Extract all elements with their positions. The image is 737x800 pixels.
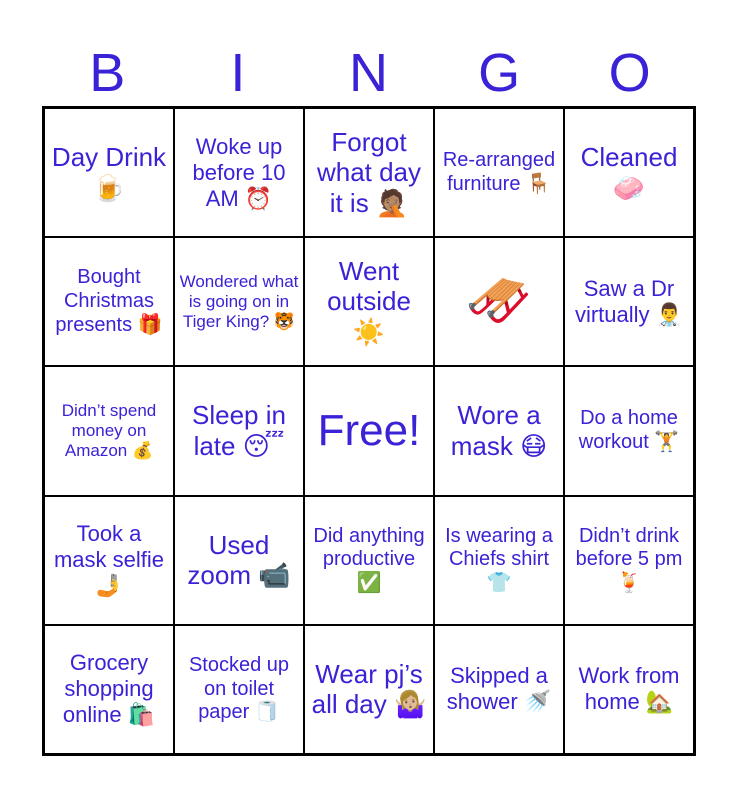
bingo-cell[interactable] (434, 496, 564, 625)
header-letter-o: O (608, 43, 651, 103)
bingo-cell[interactable] (44, 496, 174, 625)
bingo-cell-label: Cleaned 🧼 (580, 141, 678, 203)
bingo-cell-label: Work from home 🏡 (578, 663, 680, 715)
bingo-cell[interactable] (564, 237, 694, 366)
bingo-cell-label: Didn’t spend money on Amazon 💰 (61, 400, 157, 461)
bingo-cell-label: Didn’t drink before 5 pm 🍹 (575, 524, 683, 594)
bingo-cell-label: Re-arranged furniture 🪑 (442, 149, 556, 195)
bingo-cell-label: Saw a Dr virtually 👨‍⚕️ (574, 275, 684, 327)
bingo-cell-label: Forgot what day it is 🤦🏽 (316, 126, 422, 218)
bingo-cell-free[interactable] (304, 366, 434, 495)
bingo-cell-label: Is wearing a Chiefs shirt 👕 (445, 524, 553, 594)
bingo-cell[interactable] (174, 625, 304, 754)
bingo-cell[interactable] (564, 496, 694, 625)
bingo-cell-label: Woke up before 10 AM ⏰ (192, 133, 286, 211)
bingo-cell[interactable] (304, 108, 434, 237)
bingo-cell[interactable] (174, 366, 304, 495)
header-letter-b: B (89, 43, 126, 103)
bingo-cell-label: Skipped a shower 🚿 (446, 663, 552, 715)
bingo-cell-label: Grocery shopping online 🛍️ (62, 650, 156, 728)
bingo-cell[interactable] (434, 625, 564, 754)
bingo-cell[interactable] (434, 237, 564, 366)
bingo-cell[interactable] (174, 496, 304, 625)
bingo-header (42, 40, 696, 106)
bingo-cell[interactable] (304, 237, 434, 366)
bingo-cell[interactable] (44, 108, 174, 237)
header-letter-n: N (348, 43, 388, 103)
bingo-cell-label: Do a home workout 🏋️ (578, 407, 680, 453)
bingo-cell[interactable] (44, 625, 174, 754)
bingo-cell[interactable] (434, 108, 564, 237)
bingo-cell[interactable] (304, 496, 434, 625)
bingo-cell-label: Took a mask selfie 🤳 (53, 521, 165, 599)
bingo-cell[interactable] (564, 108, 694, 237)
header-letter-i: I (230, 43, 246, 103)
bingo-cell-label: Day Drink 🍺 (51, 141, 167, 203)
bingo-cell[interactable] (434, 366, 564, 495)
bingo-cell[interactable] (564, 366, 694, 495)
bingo-cell-label: Did anything productive ✅ (313, 524, 425, 594)
free-space-label: Free! (317, 406, 421, 456)
bingo-cell-label: Wondered what is going on in Tiger King? 🐯 (179, 271, 299, 331)
header-letter-g: G (478, 43, 521, 103)
bingo-cell-label: Wore a mask 😷 (450, 400, 548, 461)
bingo-cell[interactable] (44, 237, 174, 366)
bingo-cell[interactable] (304, 625, 434, 754)
bingo-cell[interactable] (564, 625, 694, 754)
bingo-cell-label: 🛷 (465, 270, 533, 331)
bingo-cell[interactable] (174, 237, 304, 366)
bingo-cell-label: Went outside ☀️ (327, 255, 411, 348)
bingo-cell[interactable] (44, 366, 174, 495)
bingo-board (42, 106, 696, 756)
bingo-cell-label: Sleep in late 😴 (192, 400, 286, 461)
bingo-cell-label: Used zoom 📹 (187, 529, 291, 591)
bingo-cell[interactable] (174, 108, 304, 237)
bingo-cell-label: Wear pj’s all day 🤷🏼‍♀️ (311, 658, 427, 720)
bingo-cell-label: Bought Christmas presents 🎁 (55, 266, 163, 336)
bingo-cell-label: Stocked up on toilet paper 🧻 (188, 654, 290, 724)
